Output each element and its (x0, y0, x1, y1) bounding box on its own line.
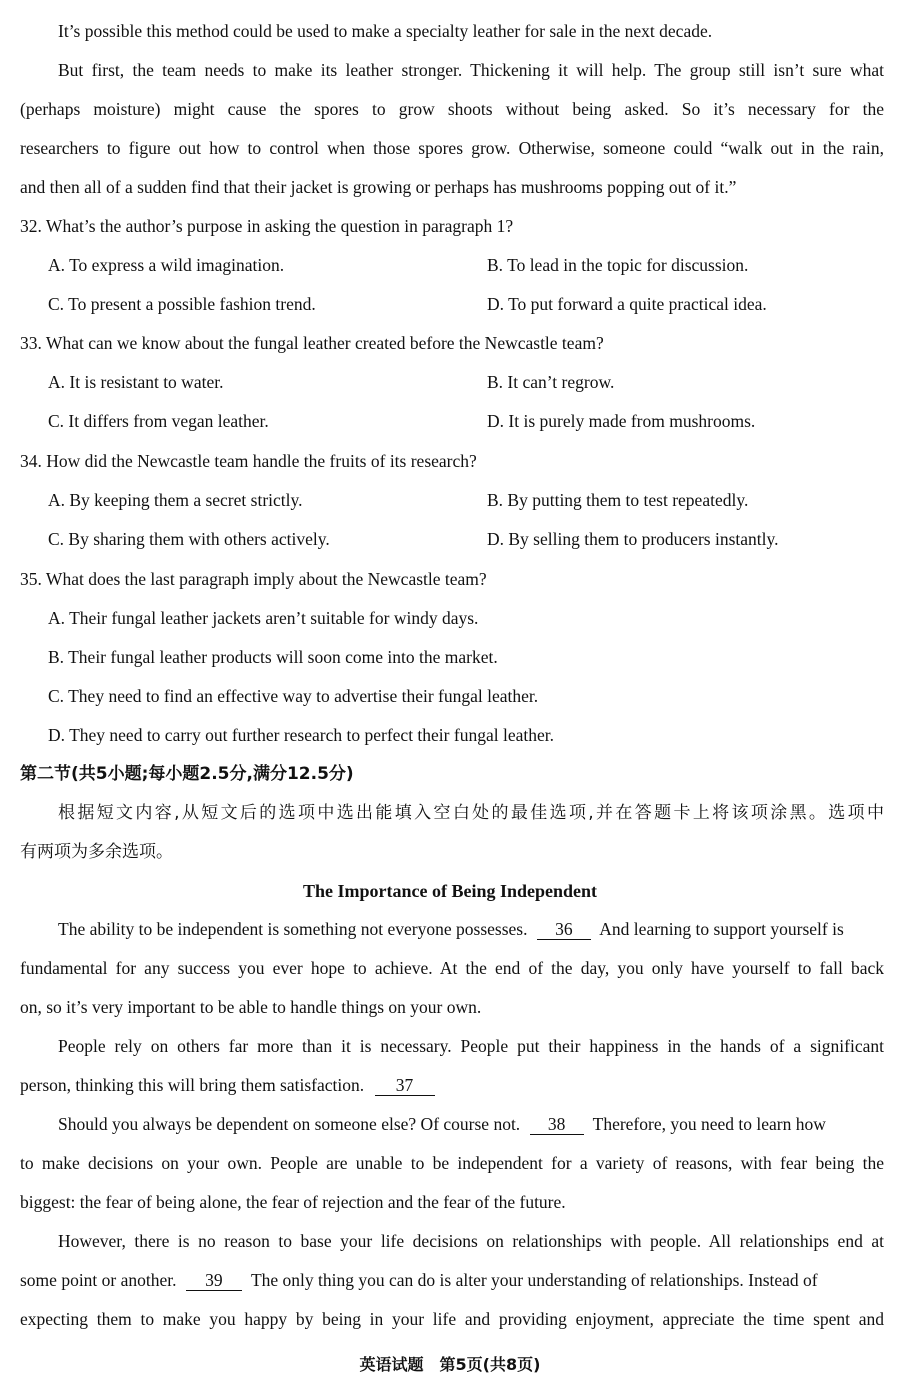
blank-38: 38 (530, 1114, 584, 1135)
question-33-option-d: D. It is purely made from mushrooms. (487, 411, 756, 431)
section-instruction-line: 有两项为多余选项。 (20, 842, 173, 862)
question-35-option-d: D. They need to carry out further research to perfect their fungal leather. (48, 725, 554, 745)
article-line: to make decisions on your own. People are unable to be independent for a variety of reasons, with fear being the (20, 1153, 884, 1173)
article-text: Should you always be dependent on someone else? Of course not. (58, 1114, 521, 1134)
question-33-option-a: A. It is resistant to water. (48, 372, 224, 392)
question-35-stem: 35. What does the last paragraph imply about the Newcastle team? (20, 569, 487, 589)
article-text: person, thinking this will bring them satisfaction. (20, 1075, 365, 1095)
article-line (58, 1113, 884, 1135)
question-34-option-b: B. By putting them to test repeatedly. (487, 490, 749, 510)
blank-36: 36 (537, 919, 591, 940)
article-line: expecting them to make you happy by being in your life and providing enjoyment, appreciate the time spent and (20, 1309, 884, 1329)
article-line: fundamental for any success you ever hope to achieve. At the end of the day, you only have yourself to fall back (20, 958, 884, 978)
article-text: The ability to be independent is something not everyone possesses. (58, 919, 528, 939)
question-33-option-c: C. It differs from vegan leather. (48, 411, 269, 431)
question-32-option-a: A. To express a wild imagination. (48, 255, 285, 275)
question-32-option-c: C. To present a possible fashion trend. (48, 294, 316, 314)
question-32-option-b: B. To lead in the topic for discussion. (487, 255, 749, 275)
article-line: People rely on others far more than it is necessary. People put their happiness in the hands of a significant (58, 1036, 884, 1056)
passage-paragraph-line: and then all of a sudden find that their jacket is growing or perhaps has mushrooms popping out of it.” (20, 177, 737, 197)
article-line (20, 1269, 884, 1291)
question-32-stem: 32. What’s the author’s purpose in asking the question in paragraph 1? (20, 216, 514, 236)
article-title: The Importance of Being Independent (302, 881, 598, 901)
article-text: Therefore, you need to learn how (592, 1114, 826, 1134)
passage-paragraph-line: But first, the team needs to make its leather stronger. Thickening it will help. The group still isn’t sure what (58, 60, 884, 80)
blank-37: 37 (375, 1075, 435, 1096)
article-line: However, there is no reason to base your life decisions on relationships with people. All relationships end at (58, 1231, 884, 1251)
question-34-option-c: C. By sharing them with others actively. (48, 529, 330, 549)
question-35-option-b: B. Their fungal leather products will soon come into the market. (48, 647, 498, 667)
article-line (58, 918, 884, 940)
article-line: on, so it’s very important to be able to handle things on your own. (20, 997, 482, 1017)
question-33-option-b: B. It can’t regrow. (487, 372, 615, 392)
question-33-stem: 33. What can we know about the fungal leather created before the Newcastle team? (20, 333, 604, 353)
article-text: The only thing you can do is alter your understanding of relationships. Instead of (250, 1270, 818, 1290)
question-34-option-d: D. By selling them to producers instantly. (487, 529, 779, 549)
passage-paragraph-line: researchers to figure out how to control when those spores grow. Otherwise, someone could “walk out in the rain, (20, 138, 884, 158)
question-34-stem: 34. How did the Newcastle team handle the fruits of its research? (20, 451, 477, 471)
article-text: And learning to support yourself is (599, 919, 844, 939)
section-instruction-line: 根据短文内容,从短文后的选项中选出能填入空白处的最佳选项,并在答题卡上将该项涂黑。选项中 (58, 803, 884, 823)
article-text: some point or another. (20, 1270, 177, 1290)
question-32-option-d: D. To put forward a quite practical idea. (487, 294, 767, 314)
passage-paragraph-line: (perhaps moisture) might cause the spores to grow shoots without being asked. So it’s necessary for the (20, 99, 884, 119)
passage-paragraph-end: It’s possible this method could be used to make a specialty leather for sale in the next decade. (58, 21, 713, 41)
question-35-option-a: A. Their fungal leather jackets aren’t suitable for windy days. (48, 608, 479, 628)
blank-39: 39 (186, 1270, 242, 1291)
question-34-option-a: A. By keeping them a secret strictly. (48, 490, 303, 510)
article-line: biggest: the fear of being alone, the fear of rejection and the fear of the future. (20, 1192, 566, 1212)
page-footer: 英语试题 第5页(共8页) (359, 1355, 541, 1374)
section-heading: 第二节(共5小题;每小题2.5分,满分12.5分) (20, 764, 354, 784)
question-35-option-c: C. They need to find an effective way to advertise their fungal leather. (48, 686, 539, 706)
article-line (20, 1074, 884, 1096)
